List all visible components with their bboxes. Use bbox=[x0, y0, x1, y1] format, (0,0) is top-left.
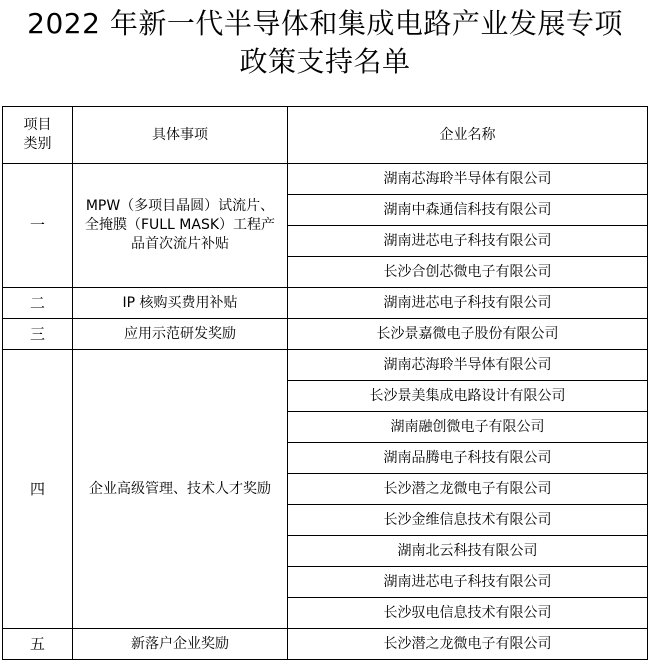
policy-support-table bbox=[2, 106, 648, 660]
category-cell: 一 bbox=[3, 164, 73, 288]
header-company: 企业名称 bbox=[288, 107, 648, 164]
header-category: 项目 类别 bbox=[3, 107, 73, 164]
company-name-cell: 湖南芯海聆半导体有限公司 bbox=[288, 350, 648, 381]
category-cell: 二 bbox=[3, 288, 73, 319]
company-name-cell: 湖南进芯电子科技有限公司 bbox=[288, 567, 648, 598]
header-item: 具体事项 bbox=[73, 107, 288, 164]
table-row bbox=[3, 350, 648, 381]
category-cell: 五 bbox=[3, 629, 73, 660]
item-cell: 应用示范研发奖励 bbox=[73, 319, 288, 350]
company-name-cell: 长沙景嘉微电子股份有限公司 bbox=[288, 319, 648, 350]
company-name-cell: 湖南进芯电子科技有限公司 bbox=[288, 226, 648, 257]
table-row bbox=[3, 629, 648, 660]
company-name-cell: 湖南芯海聆半导体有限公司 bbox=[288, 164, 648, 195]
company-name-cell: 湖南中森通信科技有限公司 bbox=[288, 195, 648, 226]
table-header-row bbox=[3, 107, 648, 164]
document-title-line-1: 2022 年新一代半导体和集成电路产业发展专项 bbox=[27, 7, 623, 40]
table-body bbox=[3, 107, 648, 660]
category-cell: 四 bbox=[3, 350, 73, 629]
item-cell: IP 核购买费用补贴 bbox=[73, 288, 288, 319]
company-name-cell: 长沙潜之龙微电子有限公司 bbox=[288, 629, 648, 660]
company-name-cell: 湖南融创微电子有限公司 bbox=[288, 412, 648, 443]
item-cell: 新落户企业奖励 bbox=[73, 629, 288, 660]
table-row bbox=[3, 319, 648, 350]
table-row bbox=[3, 164, 648, 195]
company-name-cell: 湖南品腾电子科技有限公司 bbox=[288, 443, 648, 474]
company-name-cell: 长沙景美集成电路设计有限公司 bbox=[288, 381, 648, 412]
table-row bbox=[3, 288, 648, 319]
document-title-line-2: 政策支持名单 bbox=[239, 45, 411, 78]
category-cell: 三 bbox=[3, 319, 73, 350]
company-name-cell: 长沙合创芯微电子有限公司 bbox=[288, 257, 648, 288]
company-name-cell: 湖南进芯电子科技有限公司 bbox=[288, 288, 648, 319]
item-cell: MPW（多项目晶圆）试流片、全掩膜（FULL MASK）工程产品首次流片补贴 bbox=[73, 164, 288, 288]
company-name-cell: 长沙驭电信息技术有限公司 bbox=[288, 598, 648, 629]
company-name-cell: 湖南北云科技有限公司 bbox=[288, 536, 648, 567]
item-cell: 企业高级管理、技术人才奖励 bbox=[73, 350, 288, 629]
company-name-cell: 长沙金维信息技术有限公司 bbox=[288, 505, 648, 536]
company-name-cell: 长沙潜之龙微电子有限公司 bbox=[288, 474, 648, 505]
